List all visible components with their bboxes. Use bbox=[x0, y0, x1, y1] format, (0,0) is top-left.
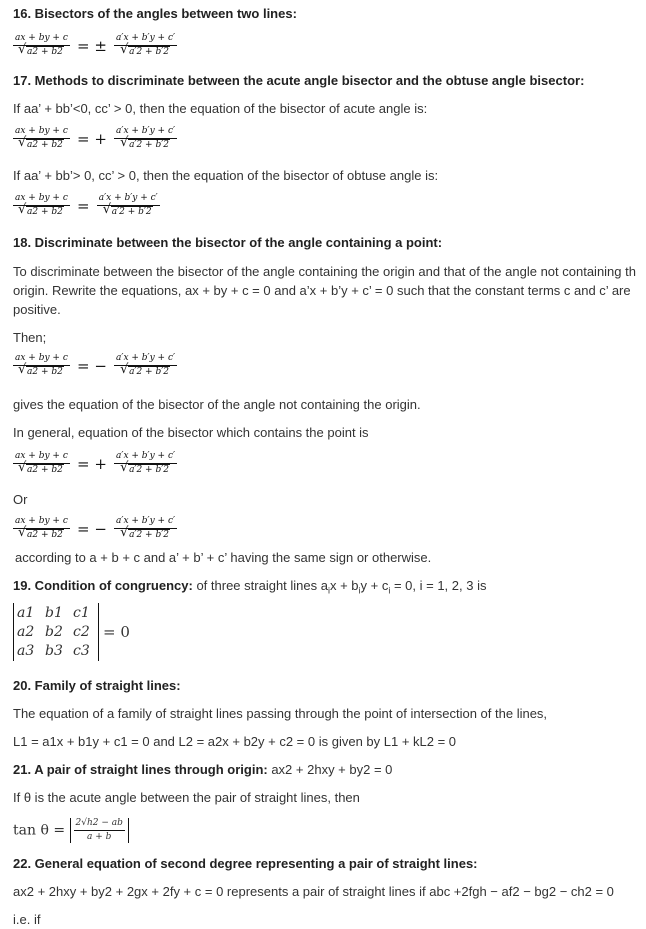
formula-17-obtuse: ax + by + c √ a2 + b2 = a′x + b′y + c′ √ a′2 + b′2 bbox=[13, 193, 160, 218]
family-equation: L1 = a1x + b1y + c1 = 0 and L2 = a2x + b2y + c2 = 0 is given by L1 + kL2 = 0 bbox=[13, 734, 457, 749]
ie-label: i.e. if bbox=[13, 912, 41, 927]
formula-18-alt: ax + by + c √ a2 + b2 = − a′x + b′y + c′ √ a′2 + b′2 bbox=[13, 516, 177, 541]
formula-16 bbox=[13, 33, 177, 58]
matrix-cell: b1 bbox=[45, 605, 63, 621]
obtuse-text: If aa’ + bb’> 0, cc’ > 0, then the equation of the bisector of obtuse angle is: bbox=[13, 168, 439, 183]
matrix-cell: c2 bbox=[73, 624, 90, 640]
rhs-denominator: a′2 + b′2 bbox=[129, 47, 169, 57]
section-19-line: 19. Condition of congruency: of three straight lines $a_ix + b_iy + c_i = 0$, i = 1, 2, 3 is bbox=[13, 578, 487, 596]
matrix-cell: a3 bbox=[17, 643, 35, 659]
theta-text: If θ is the acute angle between the pair of straight lines, then bbox=[13, 790, 360, 805]
matrix-cell: c3 bbox=[73, 643, 90, 659]
matrix-cell: a2 bbox=[17, 624, 35, 640]
heading-22: 22. General equation of second degree representing a pair of straight lines: bbox=[13, 856, 478, 871]
lhs-denominator: a2 + b2 bbox=[27, 47, 63, 57]
or-label: Or bbox=[13, 492, 28, 507]
rhs-numerator: a′x + b′y + c′ bbox=[114, 33, 177, 46]
heading-21: 21. A pair of straight lines through origin: bbox=[13, 762, 268, 777]
tan-numerator: 2√h2 − ab bbox=[74, 818, 125, 831]
tan-formula bbox=[13, 818, 129, 843]
heading-18: 18. Discriminate between the bisector of the angle containing a point: bbox=[13, 235, 443, 250]
matrix-cell: b2 bbox=[45, 624, 63, 640]
general-text: In general, equation of the bisector which contains the point is bbox=[13, 425, 369, 440]
section-21-line bbox=[13, 761, 392, 779]
matrix-cell: a1 bbox=[17, 605, 35, 621]
family-text: The equation of a family of straight lines passing through the point of intersection of the lines, bbox=[13, 706, 548, 721]
general-equation: ax2 + 2hxy + by2 + 2gx + 2fy + c = 0 represents a pair of straight lines if abc +2fgh − af2 − bg2 − ch2 = 0 bbox=[13, 884, 614, 899]
heading-17: 17. Methods to discriminate between the acute angle bisector and the obtuse angle bisector: bbox=[13, 73, 585, 88]
intro-paragraph: To discriminate between the bisector of the angle containing the origin and that of the angle not containing th origin. Rewrite the equations, ax + by + c = 0 and a’x + b’y + c’ = 0 such that the constant terms c and c’ are positive. bbox=[13, 264, 636, 317]
matrix-cell: c1 bbox=[73, 605, 90, 621]
heading-16: 16. Bisectors of the angles between two lines: bbox=[13, 6, 297, 21]
not-containing-text: gives the equation of the bisector of the angle not containing the origin. bbox=[13, 397, 421, 412]
tan-lhs: tan θ = bbox=[13, 822, 66, 839]
then-label: Then; bbox=[13, 330, 47, 345]
determinant-equals: = 0 bbox=[103, 623, 130, 641]
formula-18-not-containing: ax + by + c √ a2 + b2 = − a′x + b′y + c′ √ a′2 + b′2 bbox=[13, 353, 177, 378]
acute-text: If aa’ + bb’<0, cc’ > 0, then the equation of the bisector of acute angle is: bbox=[13, 101, 428, 116]
relation-pm: = ± bbox=[77, 36, 107, 55]
lhs-numerator: ax + by + c bbox=[13, 33, 70, 46]
heading-20: 20. Family of straight lines: bbox=[13, 678, 181, 693]
matrix-cell: b3 bbox=[45, 643, 63, 659]
heading-19: 19. Condition of congruency: bbox=[13, 578, 193, 593]
formula-18-containing: ax + by + c √ a2 + b2 = + a′x + b′y + c′ √ a′2 + b′2 bbox=[13, 451, 177, 476]
determinant bbox=[13, 603, 130, 661]
pair-equation: ax2 + 2hxy + by2 = 0 bbox=[267, 762, 393, 777]
tan-denominator: a + b bbox=[87, 832, 112, 842]
formula-17-acute: ax + by + c √ a2 + b2 = + a′x + b′y + c′ √ a′2 + b′2 bbox=[13, 126, 177, 151]
according-text: according to a + b + c and a’ + b’ + c’ having the same sign or otherwise. bbox=[15, 550, 432, 565]
